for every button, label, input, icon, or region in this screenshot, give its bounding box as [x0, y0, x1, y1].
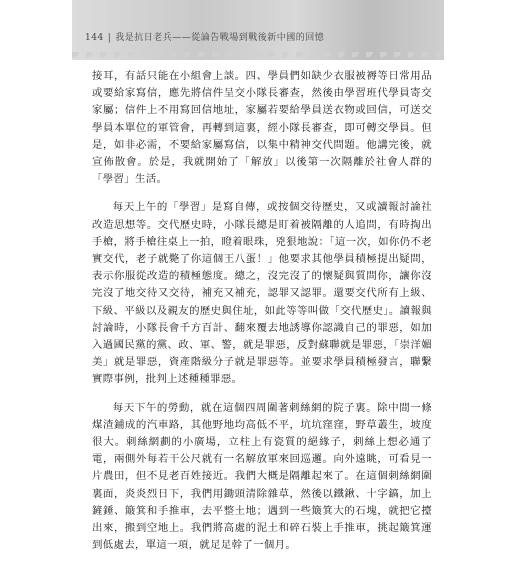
- body-text: [92, 68, 432, 565]
- running-title: 我是抗日老兵——從論告戰場到戰後新中國的回憶: [115, 33, 325, 43]
- paragraph: 每天下午的勞動，就在這個四周圍著刺絲網的院子裏。除中間一條煤渣鋪成的汽車路，其他野地均高低不平，坑坑窪窪，野草叢生，坡度很大。刺絲網劃的小廣場，立柱上有瓷質的絕緣子，刺絲上想必通了電，兩側外每若干公尺就有一名解放軍來回巡邏。向外遠眺，可看見一片農田，但不見老百姓接近。我們大概是隔離起來了。在這個刺絲網圍裏面，炎炎烈日下，我們用鋤頭清除雜草，然後以鐵鍬、十字鎬，加上鏟錘、簸箕和手推車，去平整土地；遇到一些簸箕大的石塊，就把它擡出來，搬到空地上。我們將高處的泥土和碎石裝上手推車，挑起簸箕運到低處去，單這一項，就足足幹了一個月。: [92, 401, 432, 552]
- paragraph: 每天上午的「學習」是寫自傳，或按個交待歷史，又或讀報討論社改造思想等。交代歷史時，小隊長總是盯着被隔離的人追問，有時掏出手槍，將手槍往桌上一拍，瞪着眼珠，兇狠地說：「這一次，如你仍不老實交代，老子就斃了你這個王八蛋！」他要求其他學員積極提出疑問，表示你服從改造的積極態度。總之，沒完沒了的懷疑與質問你，讓你沒完沒了地交待又交待，補充又補充，認罪又認罪。還要交代所有上級、下級、平級以及親友的歷史與住址，如此等等叫做「交代歷史」。讀報與討論時，小隊長會千方百計、翻來覆去地誘導你認識自己的罪惡，如加入過國民黨的黨、政、軍、警，就是罪惡，反對蘇聯就是罪惡，「崇洋媚美」就是罪惡，資產階級分子就是罪惡等。並要求學員積極發言，聯繫實際事例，批判上述種種罪惡。: [92, 201, 432, 386]
- page-number: 144: [85, 33, 104, 43]
- book-page: [72, 0, 444, 552]
- paragraph: 接耳，有話只能在小組會上談。四、學員們如缺少衣服被褥等日常用品或要給家寫信，應先將信件呈交小隊長審查，然後由學習班代學員寄交家屬；信件上不用寫回信地址，家屬若要給學員送衣物或回信，可送交學員本單位的軍管會，再轉到這裏，經小隊長審查，即可轉交學員。但是，如非必需，不要給家屬寫信，以集中精神交代問題。他講完後，就宣佈散會。於是，我就開始了「解放」以後第一次隔離於社會人群的「學習」生活。: [92, 70, 432, 186]
- running-head: [85, 30, 324, 43]
- separator: |: [107, 33, 112, 43]
